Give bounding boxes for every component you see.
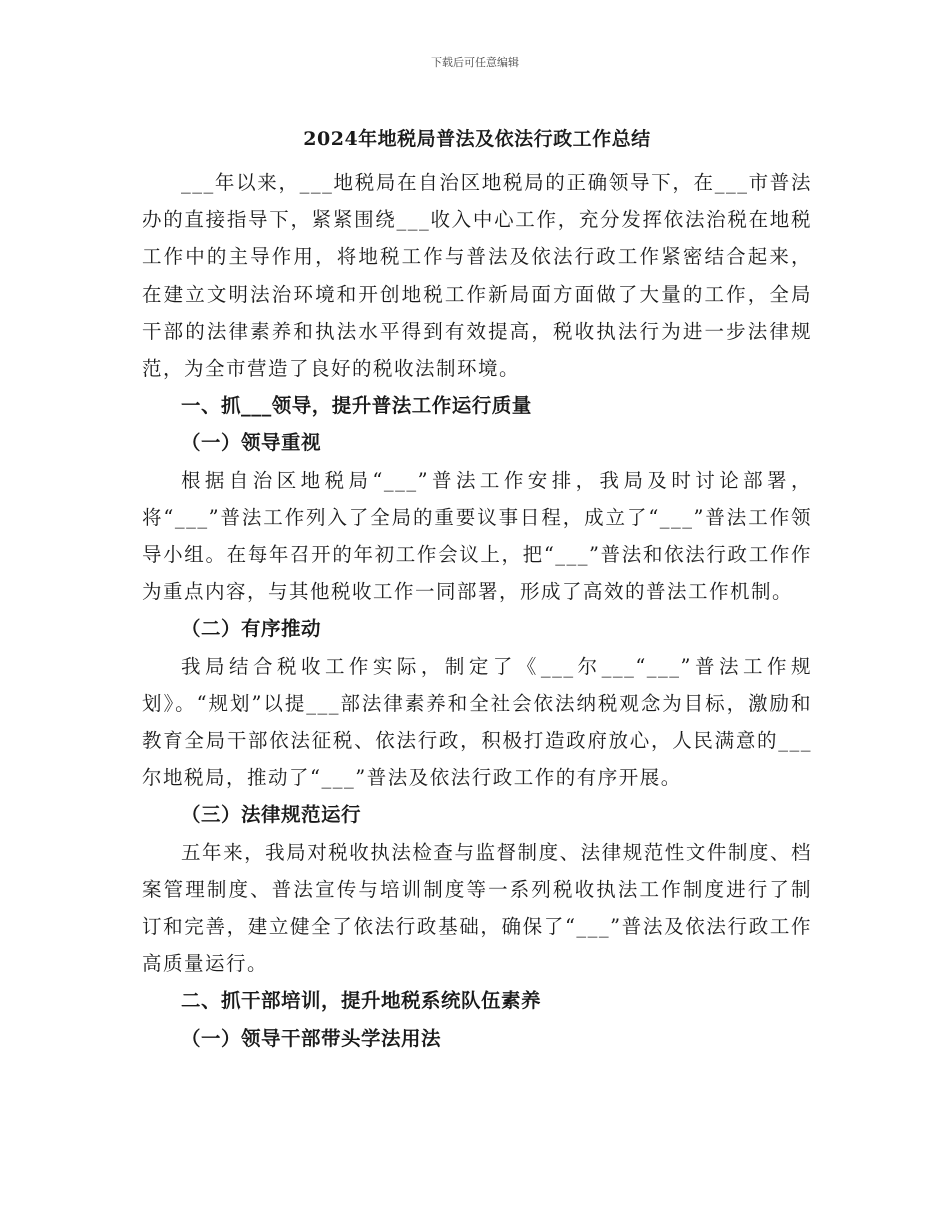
section-2-heading: 二、抓干部培训，提升地税系统队伍素养 [181, 989, 542, 1013]
section-1-sub-3-body: 五年来，我局对税收执法检查与监督制度、法律规范性文件制度、档案管理制度、普法宣传与培训制度等一系列税收执法工作制度进行了制订和完善，建立健全了依法行政基础，确保了“___”普法及依法行政工作高质量运行。 [142, 840, 812, 976]
intro-paragraph: ___年以来，___地税局在自治区地税局的正确领导下，在___市普法办的直接指导下，紧紧围绕___收入中心工作，充分发挥依法治税在地税工作中的主导作用，将地税工作与普法及依法行政工作紧密结合起来，在建立文明法治环境和开创地税工作新局面方面做了大量的工作，全局干部的法律素养和执法水平得到有效提高，税收执法行为进一步法律规范，为全市营造了良好的税收法制环境。 [142, 171, 812, 381]
section-1-sub-2-body: 我局结合税收工作实际，制定了《___尔___“___”普法工作规划》。“规划”以提___部法律素养和全社会依法纳税观念为目标，激励和教育全局干部依法征税、依法行政，积极打造政府放心，人民满意的___尔地税局，推动了“___”普法及依法行政工作的有序开展。 [142, 654, 812, 790]
section-1-sub-1-body: 根据自治区地税局“___”普法工作安排，我局及时讨论部署，将“___”普法工作列入了全局的重要议事日程，成立了“___”普法工作领导小组。在每年召开的年初工作会议上，把“___”普法和依法行政工作作为重点内容，与其他税收工作一同部署，形成了高效的普法工作机制。 [142, 468, 812, 604]
section-2-sub-1-heading: （一）领导干部带头学法用法 [181, 1026, 442, 1050]
section-1-heading: 一、抓___领导，提升普法工作运行质量 [181, 394, 532, 418]
section-1-sub-1-heading: （一）领导重视 [181, 431, 322, 455]
header-note: 下载后可任意编辑 [431, 56, 519, 69]
document-title: 2024年地税局普法及依法行政工作总结 [303, 128, 651, 150]
section-1-sub-3-heading: （三）法律规范运行 [181, 803, 362, 827]
section-1-sub-2-heading: （二）有序推动 [181, 617, 322, 641]
document-body [142, 124, 812, 1057]
